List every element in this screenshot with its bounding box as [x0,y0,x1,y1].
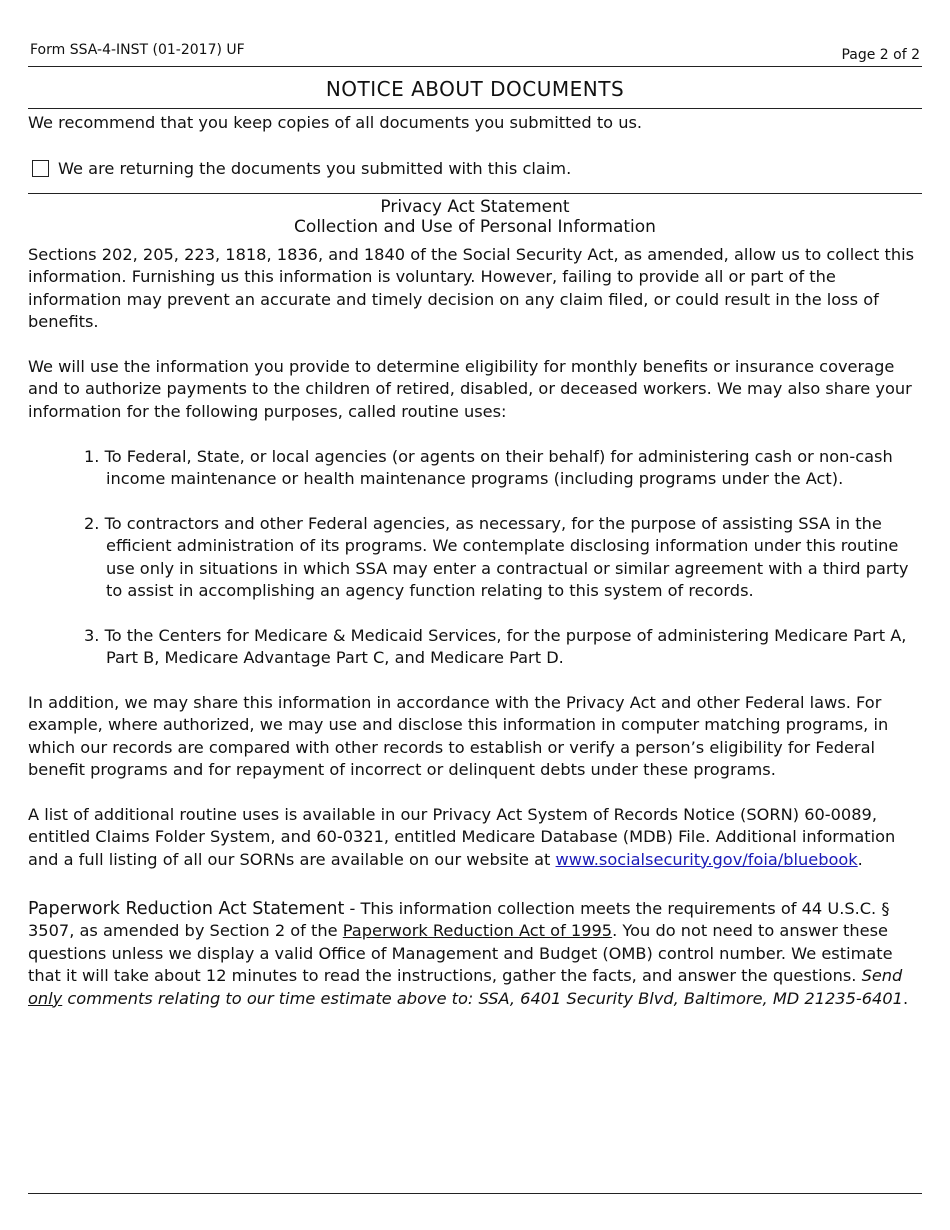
paperwork-text-2: . You do not need to answer these questions unless we display a valid Office of Management and Budget (OMB) control number. We estimate that it will take about 12 minutes to read the instructions, gather the facts, and answer the questions. [28,921,893,986]
privacy-subtitle: Collection and Use of Personal Information [294,217,656,237]
section-rule [28,193,922,194]
notice-title: NOTICE ABOUT DOCUMENTS [325,77,625,101]
footer-rule [28,1193,922,1194]
bluebook-link[interactable]: www.socialsecurity.gov/foia/bluebook [555,849,858,869]
privacy-paragraph-4 [28,804,922,871]
paperwork-paragraph [28,898,922,1010]
title-rule [28,108,922,109]
paperwork-italic-2: comments relating to our time estimate above to: SSA, 6401 Security Blvd, Baltimore, MD 21235-6401 [62,988,903,1008]
paperwork-italic-1: Send [861,966,903,986]
privacy-paragraph-3: In addition, we may share this information in accordance with the Privacy Act and other Federal laws. For example, where authorized, we may use and disclose this information in computer matching programs, in which our records are compared with other records to establish or verify a person’s eligibility for Federal benefit programs and for repayment of incorrect or delinquent debts under these programs. [28,693,889,780]
header-rule [28,66,922,67]
returning-documents-checkbox[interactable] [32,160,49,177]
paperwork-italic-only: only [28,988,63,1008]
paperwork-text-1: - This information collection meets the requirements of 44 U.S.C. § 3507, as amended by Section 2 of the [28,899,890,941]
sorn-text: A list of additional routine uses is available in our Privacy Act System of Records Notice (SORN) 60-0089, entitled Claims Folder System, and 60-0321, entitled Medicare Database (MDB) File. Additional information and a full listing of all our SORNs are available on our website at [28,805,896,869]
page-number: Page 2 of 2 [841,47,920,63]
paperwork-end: . [902,988,909,1008]
privacy-title: Privacy Act Statement [380,197,570,217]
routine-use-1: 1. To Federal, State, or local agencies (or agents on their behalf) for administering cash or non-cash income maintenance or health maintenance programs (including programs under the Act). [84,447,893,489]
sorn-end: . [857,849,863,869]
recommend-text: We recommend that you keep copies of all documents you submitted to us. [28,113,643,132]
privacy-paragraph-1: Sections 202, 205, 223, 1818, 1836, and 1840 of the Social Security Act, as amended, allow us to collect this information. Furnishing us this information is voluntary. However, failing to provide all or part of the information may prevent an accurate and timely decision on any claim filed, or could result in the loss of benefits. [28,245,915,332]
form-id: Form SSA-4-INST (01-2017) UF [30,42,245,58]
routine-use-3: 3. To the Centers for Medicare & Medicaid Services, for the purpose of administering Medicare Part A, Part B, Medicare Advantage Part C, and Medicare Part D. [84,626,907,668]
privacy-paragraph-2: We will use the information you provide to determine eligibility for monthly benefits or insurance coverage and to authorize payments to the children of retired, disabled, or deceased workers. We may also share your information for the following purposes, called routine uses: [28,357,912,421]
paperwork-heading: Paperwork Reduction Act Statement [28,899,345,919]
routine-use-2: 2. To contractors and other Federal agencies, as necessary, for the purpose of assisting SSA in the efficient administration of its programs. We contemplate disclosing information under this routine use only in situations in which SSA may enter a contractual or similar agreement with a third party to assist in accomplishing an agency function relating to this system of records. [84,514,909,601]
paperwork-act-link: Paperwork Reduction Act of 1995 [342,921,613,941]
returning-documents-row[interactable] [32,156,571,180]
returning-documents-label: We are returning the documents you submitted with this claim. [58,158,572,178]
form-header [28,42,922,66]
